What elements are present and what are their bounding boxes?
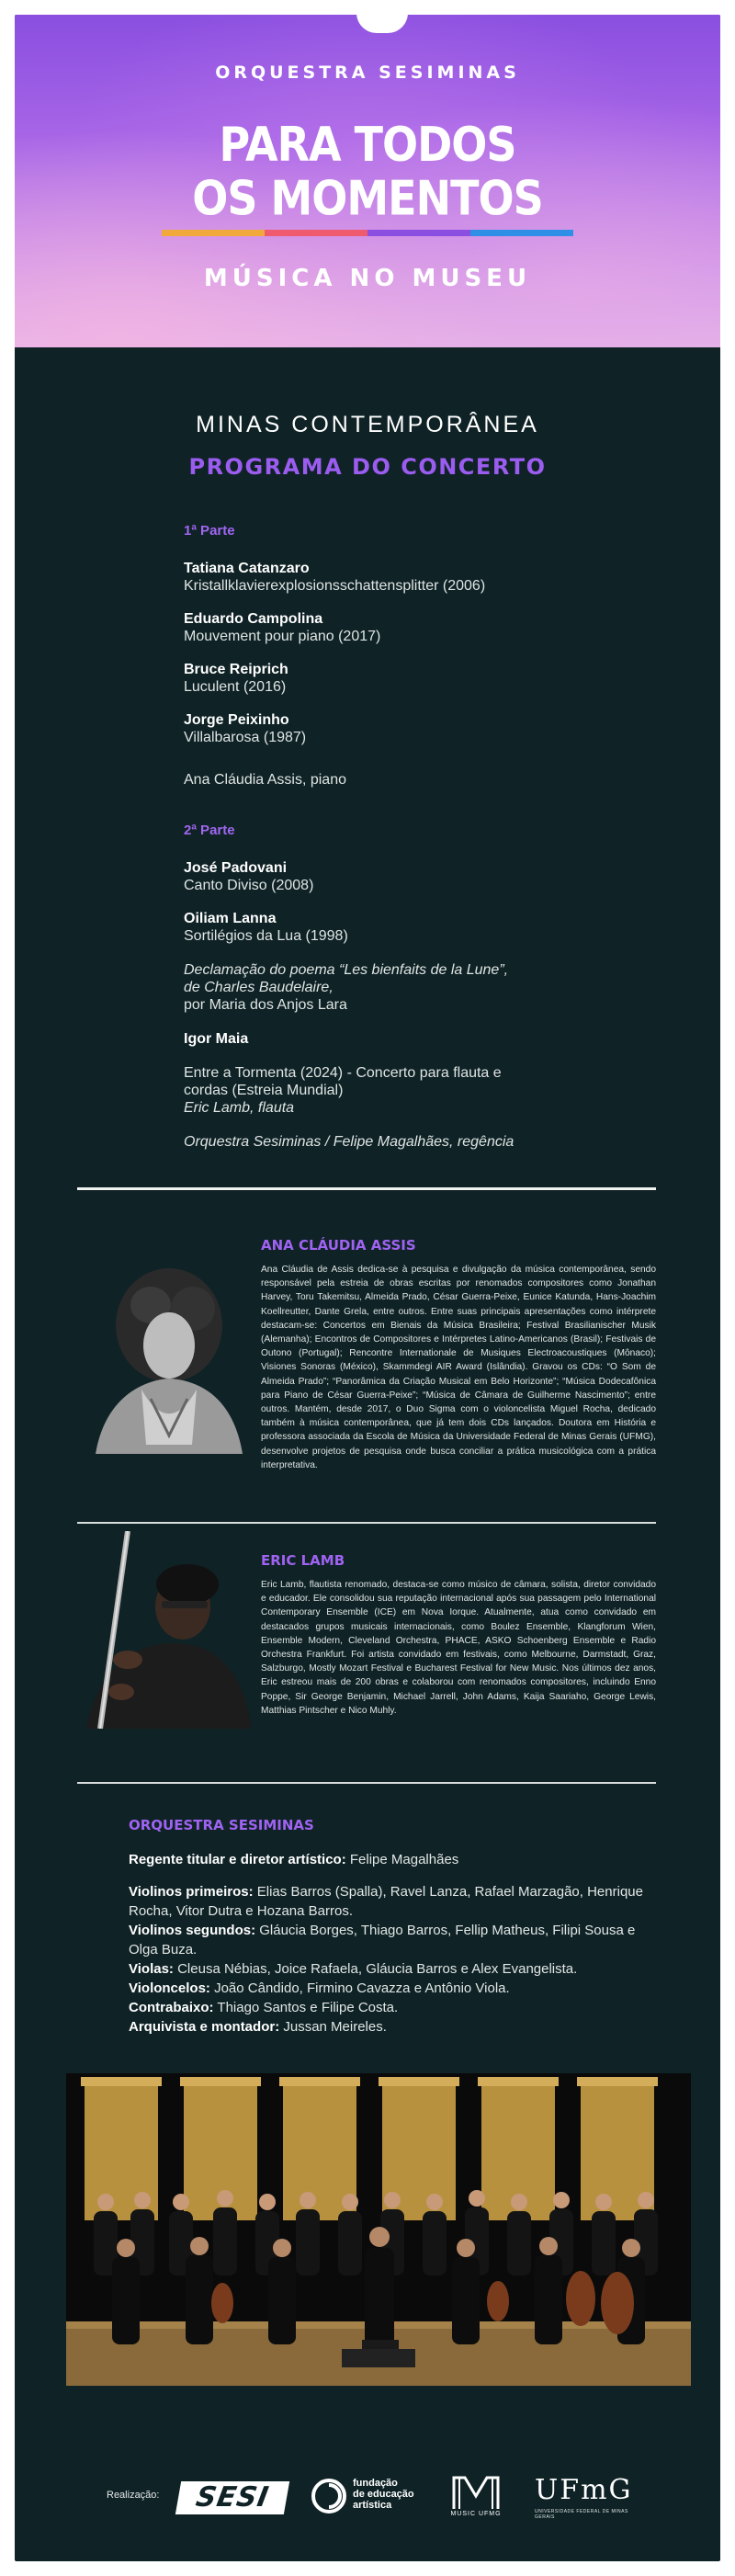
roster-value: Felipe Magalhães bbox=[345, 1852, 459, 1867]
roster-row bbox=[129, 1850, 643, 1869]
part-2-label: 2ª Parte bbox=[184, 823, 235, 838]
hero-subtitle: MÚSICA NO MUSEU bbox=[203, 265, 532, 292]
closing-credit: Orquestra Sesiminas / Felipe Magalhães, regência bbox=[184, 1134, 514, 1150]
composer-name: Igor Maia bbox=[184, 1031, 249, 1047]
fea-logo-icon bbox=[311, 2478, 347, 2514]
roster-value: Jussan Meireles. bbox=[279, 2019, 387, 2035]
declamation-line: Declamação do poema “Les bienfaits de la Lune”, bbox=[184, 962, 509, 978]
soloist: Eric Lamb, flauta bbox=[184, 1100, 295, 1116]
color-bar-segment bbox=[470, 230, 573, 236]
roster-label: Violinos primeiros: bbox=[129, 1884, 254, 1900]
portrait-image bbox=[77, 1261, 252, 1454]
hero-title bbox=[15, 118, 720, 224]
composer-name: Jorge Peixinho bbox=[184, 712, 289, 728]
fea-logo-text bbox=[353, 2478, 414, 2511]
program-item bbox=[184, 560, 643, 595]
program-item bbox=[184, 661, 643, 696]
composer-name: Eduardo Campolina bbox=[184, 611, 323, 627]
roster-label: Violoncelos: bbox=[129, 1980, 210, 1996]
declamation-line: de Charles Baudelaire, bbox=[184, 980, 334, 995]
program-item bbox=[184, 859, 643, 894]
color-bar bbox=[162, 230, 573, 236]
work-title: Canto Diviso (2008) bbox=[184, 878, 314, 893]
program-heading: MINAS CONTEMPORÂNEA bbox=[196, 412, 539, 437]
spacer bbox=[129, 1869, 643, 1882]
program-item bbox=[184, 711, 643, 746]
declamation bbox=[184, 961, 643, 1014]
hero-banner bbox=[15, 15, 720, 347]
roster-row bbox=[129, 1979, 643, 1998]
final-work bbox=[184, 1064, 643, 1117]
roster-row bbox=[129, 1882, 643, 1921]
program-item-final bbox=[184, 1030, 643, 1048]
hero-title-line-2: OS MOMENTOS bbox=[192, 170, 543, 226]
declamation-line: por Maria dos Anjos Lara bbox=[184, 997, 347, 1013]
part-1-label: 1ª Parte bbox=[184, 523, 235, 539]
escola-musica-logo-icon bbox=[448, 2472, 503, 2511]
fea-line: de educação bbox=[353, 2489, 414, 2500]
roster-row bbox=[129, 2017, 643, 2037]
work-title: Kristallklavierexplosionsschattensplitter (2006) bbox=[184, 578, 486, 594]
color-bar-segment bbox=[265, 230, 368, 236]
program-list bbox=[184, 522, 643, 1151]
composer-name: Bruce Reiprich bbox=[184, 662, 288, 677]
orchestra-roster bbox=[129, 1816, 643, 2037]
work-title: cordas (Estreia Mundial) bbox=[184, 1083, 344, 1098]
realizacao-label: Realização: bbox=[107, 2490, 160, 2501]
bio-text-eric-lamb: Eric Lamb, flautista renomado, destaca-se como músico de câmara, solista, diretor convidado e educador. Ele consolidou sua reputação internacional após sua passagem pelo International Contemporary Ensemble (ICE) em Nova Iorque. Atualmente, atua como convidado em destacados grupos musicais internacionais, como Boulez Ensemble, Klangforum Wien, Ensemble Modern, Cleveland Orchestra, PHACE, ASKO Schoenberg Ensemble e Radio Orchestra Frankfurt. Foi artista convidado em festivais, como Melbourne, Darmstadt, Graz, Salzburgo, Mostly Mozart Festival e Bucharest Festival for New Music. Nos últimos dez anos, Eric estreou mais de 200 obras e colaborou com renomados compositores, incluindo Enno Poppe, Sir George Benjamin, Michael Jarrell, John Adams, Kaija Saariaho, George Lewis, Matthias Pintscher e Nico Muhly. bbox=[261, 1580, 656, 1716]
portrait-image bbox=[77, 1531, 252, 1729]
footer-logos bbox=[15, 2441, 720, 2533]
bio-name-ana-claudia: ANA CLÁUDIA ASSIS bbox=[261, 1237, 416, 1254]
eric-lamb-photo bbox=[77, 1531, 252, 1729]
roster-value: Cleusa Nébias, Joice Rafaela, Gláucia Barros e Alex Evangelista. bbox=[173, 1961, 578, 1977]
roster-label: Violas: bbox=[129, 1961, 174, 1977]
bio-name-eric-lamb: ERIC LAMB bbox=[261, 1552, 345, 1569]
poster bbox=[15, 15, 720, 2561]
composer-name: José Padovani bbox=[184, 860, 288, 876]
roster-row bbox=[129, 1959, 643, 1979]
composer-name: Tatiana Catanzaro bbox=[184, 561, 310, 576]
work-title: Villalbarosa (1987) bbox=[184, 730, 307, 745]
fea-line: fundação bbox=[353, 2478, 398, 2489]
ufmg-subtitle: UNIVERSIDADE FEDERAL DE MINAS GERAIS bbox=[535, 2509, 628, 2520]
composer-name: Oiliam Lanna bbox=[184, 911, 277, 926]
roster-row bbox=[129, 1921, 643, 1959]
fea-line: artística bbox=[353, 2500, 392, 2511]
bio-text-ana-claudia: Ana Cláudia de Assis dedica-se à pesquisa e divulgação da música contemporânea, sendo responsável pela estreia de obras escritas por renomados compositores como Jonathan Harvey, Toru Takemitsu, Almeida Prado, César Guerra-Peixe, Eunice Katunda, Hans-Joachim Koellreutter, Dante Grela, entre outros. Entre suas principais apresentações como intérprete destacam-se: Concertos em Bienais da Música Brasileira; Festival Brasilianischer Musik (Alemanha); Encontros de Compositores e Intérpretes Latino-Americanos (Brasil); Festivais de Outono (Portugal); Rencontre Internationale de Musiques Electroacoustiques (Mônaco); Visiones Sonoras (México), Skammdegi AIR Award (Islândia). Gravou os CDs: “O Som de Almeida Prado”; “Panorâmica da Criação Musical em Belo Horizonte”; “Música Dodecafônica para Piano de César Guerra-Peixe”; “Música de Câmara de Guilherme Nascimento”; entre outros. Mantém, desde 2017, o Duo Sigma com o violoncelista Miguel Rocha, dedicado também à música contemporânea, que já tem dois CDs lançados. Doutora em História e professora associada da Escola de Música da Universidade Federal de Minas Gerais (UFMG), desenvolve projetos de pesquisa onde busca conciliar a prática musicológica com a prática interpretativa. bbox=[261, 1265, 656, 1470]
orchestra-photo bbox=[66, 2073, 691, 2386]
sesi-logo: SESI bbox=[175, 2481, 289, 2514]
roster-label: Contrabaixo: bbox=[129, 2000, 214, 2015]
program-title: PROGRAMA DO CONCERTO bbox=[188, 454, 547, 480]
stage-image bbox=[66, 2073, 691, 2386]
work-title: Entre a Tormenta (2024) - Concerto para flauta e bbox=[184, 1065, 502, 1081]
roster-label: Violinos segundos: bbox=[129, 1923, 256, 1938]
roster-value: Elias Barros (Spalla), Ravel Lanza, Rafael Marzagão, Henrique Rocha, Vitor Dutra e Hozana Barros. bbox=[129, 1884, 643, 1919]
ufmg-logo: UFmG bbox=[535, 2474, 633, 2506]
escola-musica-text: MUSIC UFMG bbox=[450, 2511, 502, 2517]
orchestra-name: ORQUESTRA SESIMINAS bbox=[129, 1817, 314, 1833]
section-divider bbox=[77, 1187, 656, 1190]
bio-divider bbox=[77, 1522, 656, 1524]
color-bar-segment bbox=[162, 230, 265, 236]
hero-kicker: ORQUESTRA SESIMINAS bbox=[215, 62, 520, 83]
ana-claudia-photo bbox=[77, 1261, 252, 1454]
program-item bbox=[184, 610, 643, 645]
work-title: Sortilégios da Lua (1998) bbox=[184, 928, 348, 944]
roster-value: Gláucia Borges, Thiago Barros, Fellip Matheus, Filipi Sousa e Olga Buza. bbox=[129, 1923, 636, 1958]
bio-divider bbox=[77, 1782, 656, 1784]
roster-row bbox=[129, 1998, 643, 2017]
roster-value: João Cândido, Firmino Cavazza e Antônio Viola. bbox=[209, 1980, 510, 1996]
color-bar-segment bbox=[368, 230, 470, 236]
program-item bbox=[184, 910, 643, 945]
roster-label: Regente titular e diretor artístico: bbox=[129, 1852, 346, 1867]
roster-value: Thiago Santos e Filipe Costa. bbox=[213, 2000, 399, 2015]
roster-label: Arquivista e montador: bbox=[129, 2019, 280, 2035]
part-1-performer: Ana Cláudia Assis, piano bbox=[184, 772, 346, 788]
hero-title-line-1: PARA TODOS bbox=[219, 116, 516, 173]
work-title: Mouvement pour piano (2017) bbox=[184, 629, 381, 644]
work-title: Luculent (2016) bbox=[184, 679, 287, 695]
